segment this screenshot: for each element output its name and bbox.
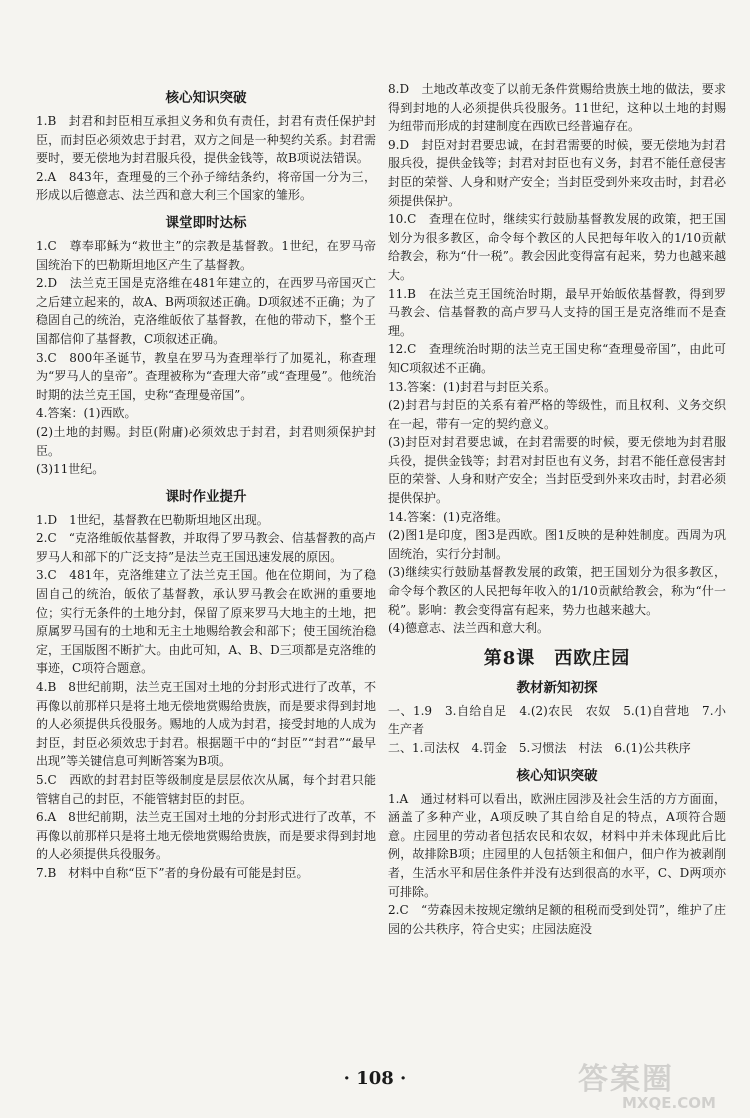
section-title: 教材新知初探 (516, 679, 598, 696)
answer-item: 3.C 481年，克洛维建立了法兰克王国。他在位期间，为了稳固自己的统治，皈依了基督教，承认罗马教会在欧洲的重要地位；实行无条件的土地分封，保留了原来罗马大地主的土地，把原属罗马国有的土地和无主土地赐给教会和部下；使王国统治稳定，王国版图不断扩大。由此可知，A、B、D三项都是克洛维的事迹，C项符合题意。 (36, 568, 376, 676)
answer-item: 4.B 8世纪前期，法兰克王国对土地的分封形式进行了改革，不再像以前那样只是将土地无偿地赏赐给贵族，而是要求得到封地的人必须提供兵役服务。赐地的人成为封君，接受封地的人成为封臣，封臣必须效忠于封君。根据题干中的“封臣”“封君”“最早出现”等关键信息可判断答案为B项。 (36, 680, 376, 769)
lesson-title: 第8课 西欧庄园 (483, 647, 631, 669)
answer-item: 1.B 封君和封臣相互承担义务和负有责任，封君有责任保护封臣，而封臣必须效忠于封君，双方之间是一种契约关系。封君需要时，要无偿地为封君服兵役，提供金钱等，故B项说法错误。 (36, 114, 376, 166)
answer-item: 12.C 查理统治时期的法兰克王国史称“查理曼帝国”，由此可知C项叙述不正确。 (388, 342, 726, 375)
answer-item: 3.C 800年圣诞节，教皇在罗马为查理举行了加冕礼，称查理为“罗马人的皇帝”。查理被称为“查理大帝”或“查理曼”。他统治时期的法兰克王国，史称“查理曼帝国”。 (36, 350, 376, 402)
answer-item: 6.A 8世纪前期，法兰克王国对土地的分封形式进行了改革，不再像以前那样只是将土地无偿地赏赐给贵族，而是要求得到封地的人必须提供兵役服务。 (36, 810, 376, 862)
watermark-text: 答案圈 (578, 1062, 674, 1097)
section-title: 课堂即时达标 (165, 214, 247, 231)
right-column (388, 80, 726, 938)
left-column (36, 80, 376, 883)
answer-item: (2)图1是印度，图3是西欧。图1反映的是种姓制度。西周为巩固统治，实行分封制。 (388, 528, 726, 561)
answer-item: (2)封君与封臣的关系有着严格的等级性，而且权利、义务交织在一起，带有一定的契约意义。 (388, 398, 726, 431)
answer-item: 2.D 法兰克王国是克洛维在481年建立的，在西罗马帝国灭亡之后建立起来的，故A、B两项叙述正确。D项叙述不正确；为了稳固自己的统治，克洛维皈依了基督教，在他的带动下，整个王国都信仰了基督教，C项叙述正确。 (36, 276, 376, 346)
answer-item: 7.B 材料中自称“臣下”者的身份最有可能是封臣。 (36, 865, 309, 880)
section-title: 核心知识突破 (165, 90, 247, 106)
answer-item: 8.D 土地改革改变了以前无条件赏赐给贵族土地的做法，要求得到封地的人必须提供兵役服务。11世纪，这种以土地的封赐为纽带而形成的封建制度在西欧已经普遍存在。 (388, 82, 726, 134)
answer-item: 2.C “克洛维皈依基督教，并取得了罗马教会、信基督教的高卢罗马人和部下的广泛支持”是法兰克王国迅速发展的原因。 (36, 531, 376, 564)
answer-item: 1.C 尊奉耶稣为“救世主”的宗教是基督教。1世纪，在罗马帝国统治下的巴勒斯坦地区产生了基督教。 (36, 238, 376, 272)
answer-item: (4)德意志、法兰西和意大利。 (388, 621, 549, 636)
answer-item: 1.A 通过材料可以看出，欧洲庄园涉及社会生活的方方面面，涵盖了多种产业，A项反映了其自给自足的特点，A项符合题意。庄园里的劳动者包括农民和农奴，材料中并未体现此后比例，故排除B项；庄园里的人包括领主和佃户，佃户作为被剥削者，生活水平和居住条件并没有达到很高的水平，C、D两项亦可排除。 (388, 791, 726, 899)
answer-item: 2.C “劳森因未按规定缴纳足额的租税而受到处罚”，维护了庄园的公共秩序，符合史实；庄园法庭没 (388, 903, 726, 936)
answer-item: 9.D 封臣对封君要忠诚，在封君需要的时候，要无偿地为封君服兵役，提供金钱等；封君对封臣也有义务，封君不能任意侵害封臣的荣誉、人身和财产安全；当封臣受到外来攻击时，封君必须提供保护。 (388, 137, 726, 208)
section-title: 课时作业提升 (165, 488, 247, 505)
answer-item: (3)11世纪。 (36, 462, 105, 477)
watermark-url: MXQE.COM (622, 1094, 716, 1112)
answer-item: 10.C 查理在位时，继续实行鼓励基督教发展的政策，把王国划分为很多教区，命令每个教区的人民把每年收入的1/10贡献给教会，称为“什一税”。教会因此变得富有起来，势力也越来越大。 (388, 212, 726, 282)
answer-item: 4.答案：(1)西欧。 (36, 406, 137, 421)
answer-item: (2)土地的封赐。封臣(附庸)必须效忠于封君，封君则须保护封臣。 (36, 424, 376, 458)
watermark-logo (578, 1054, 728, 1110)
answer-item: 1.D 1世纪，基督教在巴勒斯坦地区出现。 (36, 512, 269, 527)
answer-item: 13.答案：(1)封君与封臣关系。 (388, 379, 557, 394)
answer-item: 14.答案：(1)克洛维。 (388, 509, 509, 524)
section-title: 核心知识突破 (516, 767, 598, 784)
page-number: · 108 · (343, 1068, 407, 1089)
answer-item: 二、1.司法权 4.罚金 5.习惯法 村法 6.(1)公共秩序 (388, 741, 691, 755)
answer-item: (3)继续实行鼓励基督教发展的政策，把王国划分为很多教区，命令每个教区的人民把每年收入的1/10贡献给教会，称为“什一税”。影响：教会变得富有起来，势力也越来越大。 (388, 565, 726, 617)
answer-item: 11.B 在法兰克王国统治时期，最早开始皈依基督教，得到罗马教会、信基督教的高卢罗马人支持的国王是克洛维而不是查理。 (388, 286, 726, 338)
answer-item: 2.A 843年，查理曼的三个孙子缔结条约，将帝国一分为三，形成以后德意志、法兰西和意大利三个国家的雏形。 (36, 169, 376, 203)
answer-item: 5.C 西欧的封君封臣等级制度是层层依次从属，每个封君只能管辖自己的封臣，不能管辖封臣的封臣。 (36, 773, 376, 806)
answer-item: (3)封臣对封君要忠诚，在封君需要的时候，要无偿地为封君服兵役，提供金钱等；封君对封臣也有义务，封君不能任意侵害封臣的荣誉、人身和财产安全；当封臣受到外来攻击时，封君必须提供保护。 (388, 435, 726, 506)
answer-item: 一、1.9 3.自给自足 4.(2)农民 农奴 5.(1)自营地 7.小生产者 (388, 703, 726, 737)
